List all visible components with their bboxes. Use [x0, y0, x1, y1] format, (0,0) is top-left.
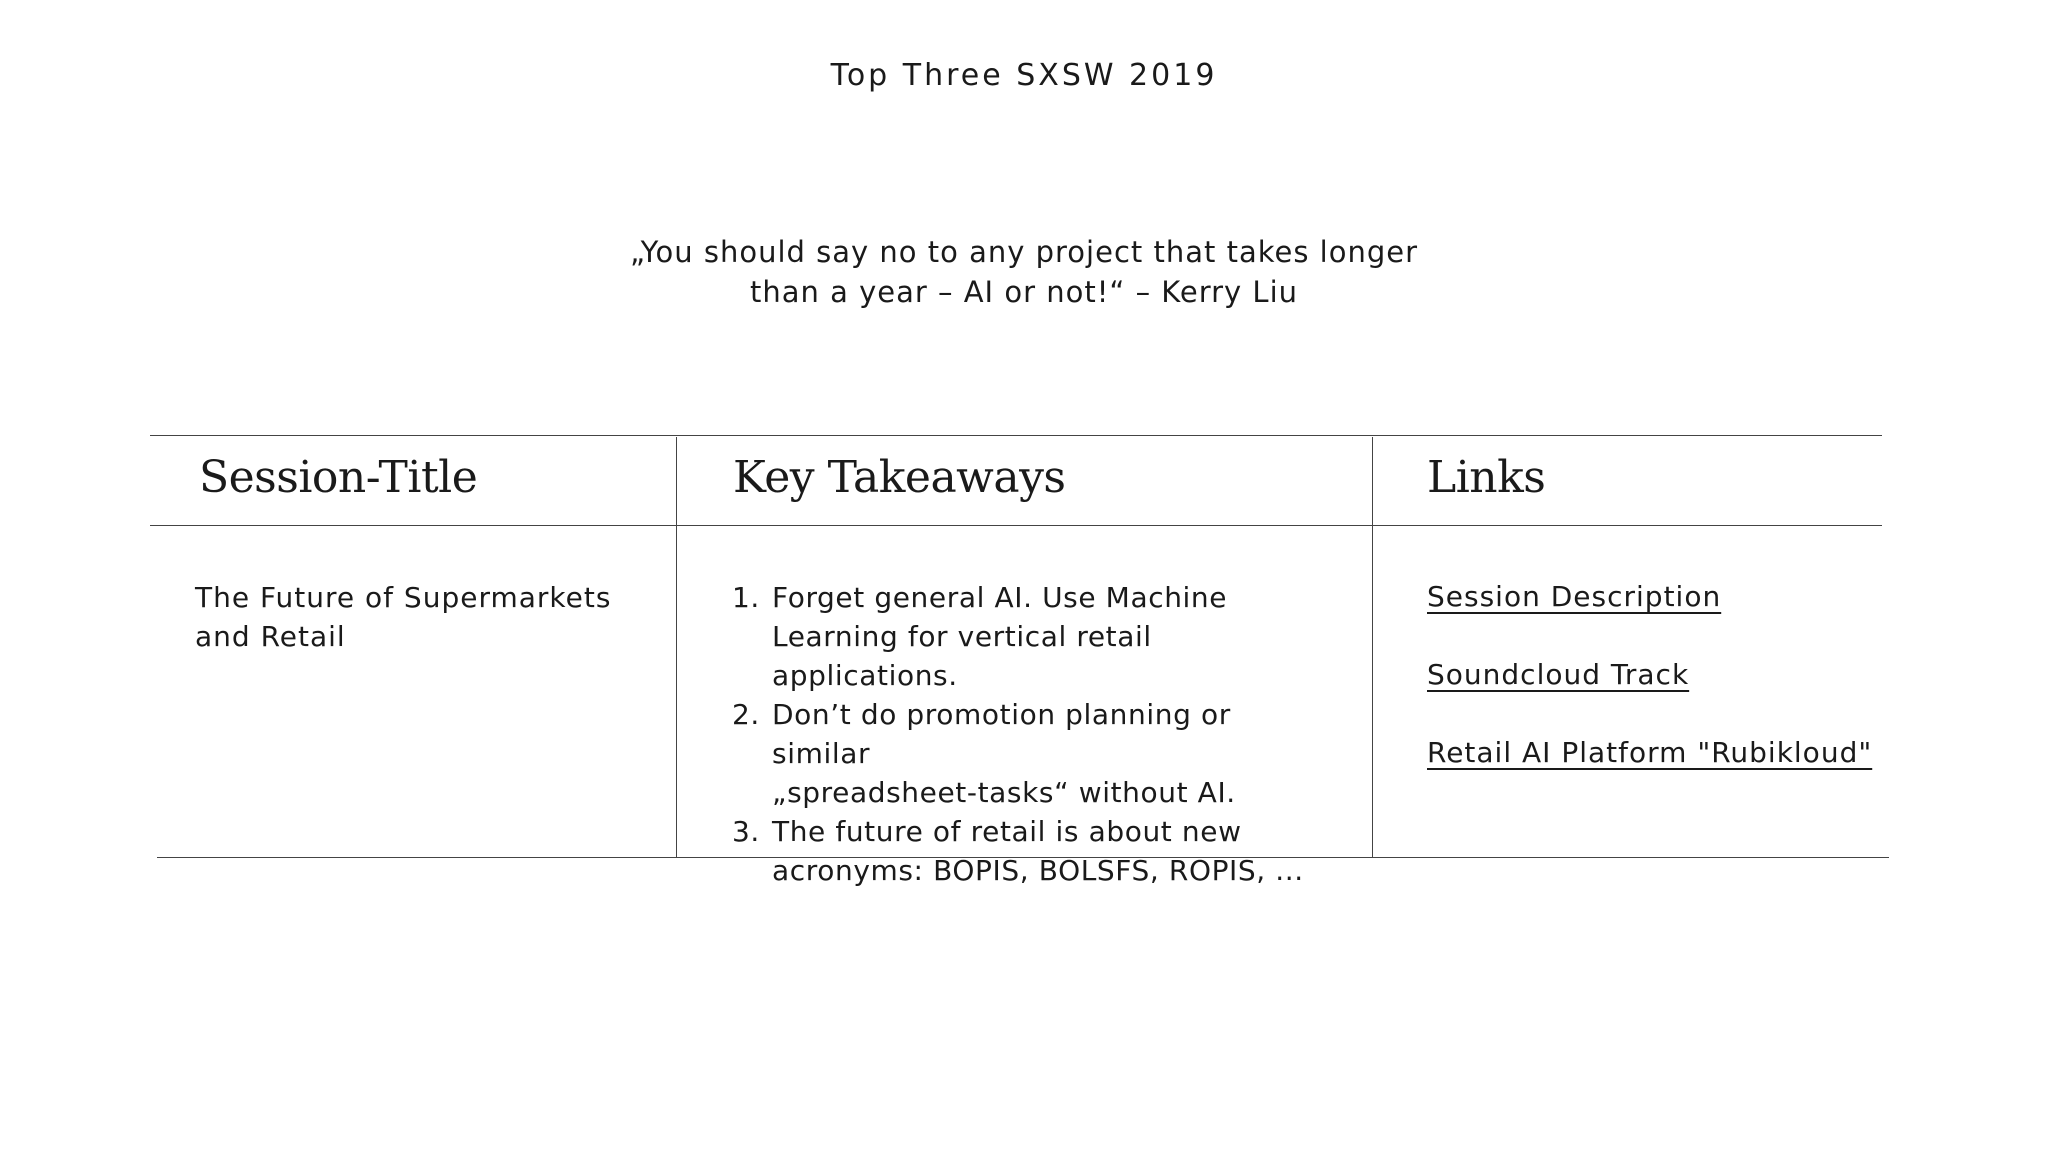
takeaway-line: acronyms: BOPIS, BOLSFS, ROPIS, ...: [772, 854, 1304, 887]
session-description-link[interactable]: Session Description: [1427, 580, 1722, 613]
takeaway-line: „spreadsheet-tasks“ without AI.: [772, 776, 1236, 809]
table-header-divider: [150, 525, 1882, 526]
header-session-title: Session-Title: [199, 452, 478, 503]
session-title-cell: [195, 578, 611, 656]
takeaway-line: Don’t do promotion planning or similar: [772, 698, 1231, 770]
takeaway-line: Learning for vertical retail applications.: [772, 620, 1152, 692]
takeaway-line: The future of retail is about new: [772, 815, 1242, 848]
list-item: [732, 812, 1332, 890]
list-number: 2.: [732, 698, 760, 731]
list-item: [732, 578, 1332, 695]
column-divider-1: [676, 437, 677, 857]
takeaway-line: Forget general AI. Use Machine: [772, 581, 1228, 614]
quote-line-2: than a year – AI or not!“ – Kerry Liu: [749, 275, 1299, 309]
list-number: 3.: [732, 815, 760, 848]
takeaways-list: [732, 578, 1332, 890]
slide-title: Top Three SXSW 2019: [830, 58, 1218, 93]
quote: [524, 232, 1524, 312]
session-title-line-1: The Future of Supermarkets: [195, 581, 612, 614]
table-top-border: [150, 435, 1882, 436]
list-number: 1.: [732, 581, 760, 614]
retail-ai-platform-link[interactable]: Retail AI Platform "Rubikloud": [1427, 736, 1873, 769]
header-key-takeaways: Key Takeaways: [733, 452, 1066, 503]
quote-line-1: „You should say no to any project that takes longer: [629, 235, 1419, 269]
header-links: Links: [1427, 452, 1546, 503]
soundcloud-track-link[interactable]: Soundcloud Track: [1427, 658, 1690, 691]
session-title-line-2: and Retail: [195, 620, 346, 653]
list-item: [732, 695, 1332, 812]
column-divider-2: [1372, 437, 1373, 857]
